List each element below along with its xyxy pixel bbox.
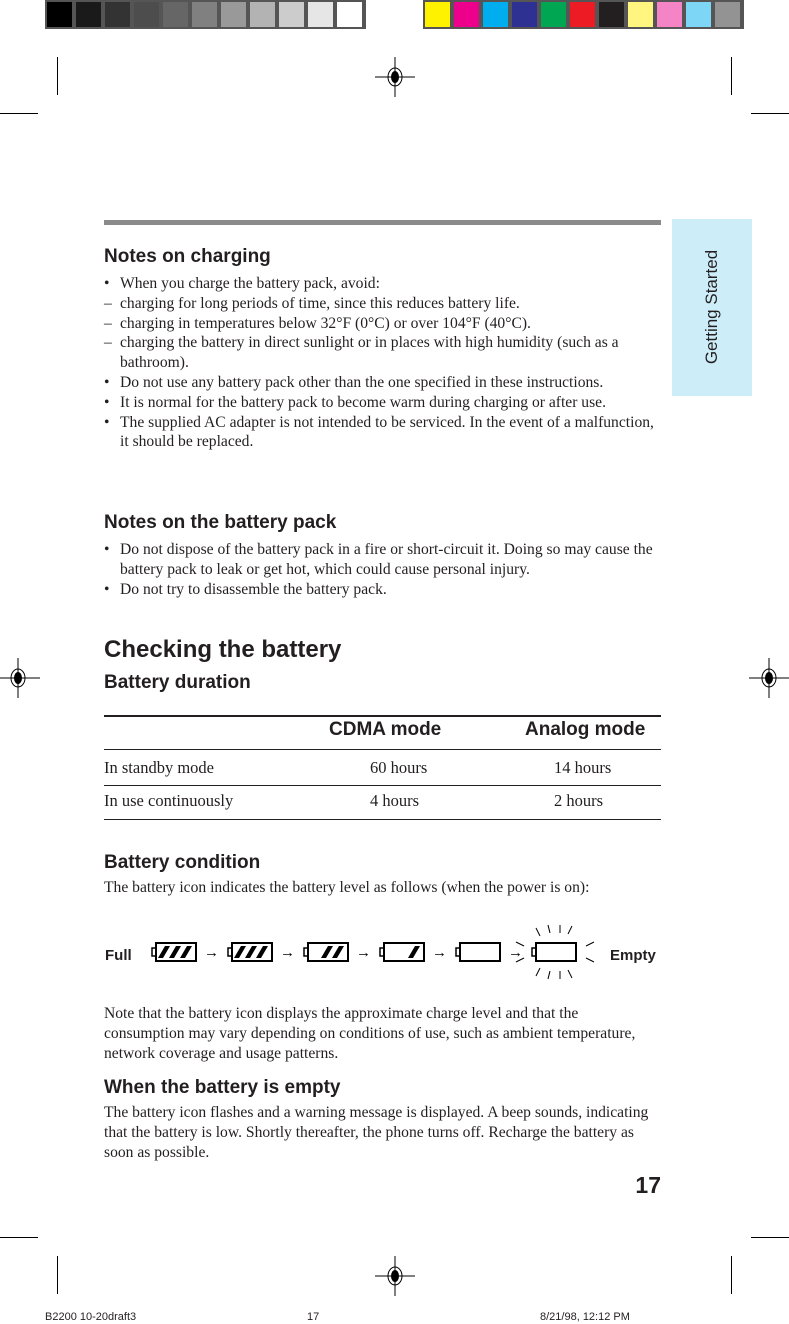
battery-note: Note that the battery icon displays the approximate charge level and that the consumption may vary depending on conditions of use, such as ambient temperature, network coverage and usage patterns. bbox=[104, 1005, 636, 1062]
battery-empty-text: The battery icon flashes and a warning message is displayed. A beep sounds, indicating that the battery is low. Shortly thereafter, the phone turns off. Recharge the battery as soon as possible. bbox=[104, 1104, 649, 1161]
color-swatch bbox=[192, 2, 217, 27]
list-item bbox=[104, 314, 664, 334]
row-label: In use continuously bbox=[104, 791, 234, 810]
header-analog: Analog mode bbox=[525, 719, 646, 740]
color-swatch bbox=[47, 2, 72, 27]
color-swatch bbox=[715, 2, 740, 27]
list-marker: • bbox=[104, 275, 110, 292]
list-item bbox=[104, 393, 664, 413]
list-marker: – bbox=[104, 334, 112, 352]
cdma-value: 60 hours bbox=[370, 758, 428, 777]
color-swatch bbox=[541, 2, 566, 27]
color-swatch bbox=[337, 2, 362, 27]
battery-duration-heading: Battery duration bbox=[104, 672, 251, 693]
full-label: Full bbox=[105, 947, 132, 964]
list-marker: • bbox=[104, 373, 110, 391]
list-marker: • bbox=[104, 580, 110, 598]
battery-condition-heading: Battery condition bbox=[104, 852, 261, 873]
table-rule bbox=[104, 819, 661, 820]
color-swatch bbox=[483, 2, 508, 27]
crop-mark bbox=[0, 113, 38, 114]
arrow-icon: → bbox=[508, 945, 523, 961]
list-text: charging the battery in direct sunlight or in places with high humidity (such as a bathroom). bbox=[120, 334, 619, 372]
list-marker: • bbox=[104, 413, 110, 431]
arrow-icon: → bbox=[432, 945, 447, 961]
color-swatch bbox=[105, 2, 130, 27]
side-tab-label: Getting Started bbox=[702, 249, 721, 365]
list-item bbox=[104, 274, 664, 294]
crop-mark bbox=[0, 1237, 38, 1238]
battery-icon bbox=[228, 943, 272, 961]
color-swatch bbox=[599, 2, 624, 27]
row-label: In standby mode bbox=[104, 758, 214, 777]
list-marker: • bbox=[104, 393, 110, 411]
battery-empty-heading: When the battery is empty bbox=[104, 1077, 341, 1098]
footer-right: 8/21/98, 12:12 PM bbox=[540, 1311, 630, 1323]
table-rule bbox=[104, 749, 661, 750]
color-swatch bbox=[76, 2, 101, 27]
color-swatch bbox=[279, 2, 304, 27]
list-marker: – bbox=[104, 294, 112, 312]
list-item bbox=[104, 333, 664, 373]
registration-mark-icon bbox=[0, 658, 40, 698]
arrow-icon: → bbox=[204, 945, 219, 961]
battery-icon bbox=[380, 943, 424, 961]
crop-mark bbox=[57, 57, 58, 95]
list-text: When you charge the battery pack, avoid: bbox=[120, 275, 380, 292]
notes-charging-heading: Notes on charging bbox=[104, 246, 271, 267]
cdma-value: 4 hours bbox=[370, 791, 420, 810]
color-swatch bbox=[512, 2, 537, 27]
flash-rays-icon bbox=[516, 925, 594, 979]
list-item bbox=[104, 580, 664, 600]
color-swatch bbox=[454, 2, 479, 27]
list-text: Do not dispose of the battery pack in a fire or short-circuit it. Doing so may cause the battery pack to leak or get hot, which could cause personal injury. bbox=[120, 541, 653, 578]
color-swatch bbox=[221, 2, 246, 27]
battery-icon bbox=[304, 943, 348, 961]
list-text: Do not use any battery pack other than the one specified in these instructions. bbox=[120, 373, 604, 391]
notes-battery-list bbox=[104, 540, 664, 599]
battery-icon bbox=[532, 943, 576, 961]
page-number: 17 bbox=[635, 1172, 661, 1198]
battery-icon bbox=[456, 943, 500, 961]
color-swatch bbox=[686, 2, 711, 27]
battery-icon bbox=[152, 943, 196, 961]
list-text: charging for long periods of time, since this reduces battery life. bbox=[120, 294, 520, 312]
color-swatch bbox=[628, 2, 653, 27]
notes-battery-heading: Notes on the battery pack bbox=[104, 512, 337, 533]
table-rule bbox=[104, 715, 661, 717]
list-text: It is normal for the battery pack to become warm during charging or after use. bbox=[120, 393, 606, 411]
gray-color-bar bbox=[45, 0, 366, 29]
list-item bbox=[104, 413, 664, 453]
footer-left: B2200 10-20draft3 bbox=[45, 1311, 137, 1323]
registration-mark-icon bbox=[375, 57, 415, 97]
list-item bbox=[104, 294, 664, 314]
list-item bbox=[104, 373, 664, 393]
color-swatch bbox=[163, 2, 188, 27]
battery-condition-text: The battery icon indicates the battery level as follows (when the power is on): bbox=[104, 879, 590, 896]
crop-mark bbox=[731, 57, 732, 95]
list-text: The supplied AC adapter is not intended to be serviced. In the event of a malfunction, it should be replaced. bbox=[120, 413, 654, 451]
section-title: Checking the battery bbox=[104, 636, 342, 663]
color-swatch bbox=[134, 2, 159, 27]
side-tab bbox=[672, 219, 752, 396]
analog-value: 14 hours bbox=[554, 758, 612, 777]
table-rule bbox=[104, 785, 661, 786]
color-swatch bbox=[657, 2, 682, 27]
list-text: Do not try to disassemble the battery pack. bbox=[120, 580, 387, 598]
crop-mark bbox=[751, 1237, 789, 1238]
footer-center: 17 bbox=[307, 1311, 320, 1323]
analog-value: 2 hours bbox=[554, 791, 604, 810]
arrow-icon: → bbox=[356, 945, 371, 961]
registration-mark-icon bbox=[749, 658, 789, 698]
arrow-icon: → bbox=[280, 945, 295, 961]
notes-charging-list bbox=[104, 274, 664, 452]
header-rule bbox=[104, 220, 661, 225]
color-swatch bbox=[425, 2, 450, 27]
list-item bbox=[104, 540, 664, 580]
header-cdma: CDMA mode bbox=[329, 719, 442, 740]
color-swatch bbox=[570, 2, 595, 27]
color-swatch bbox=[250, 2, 275, 27]
list-text: charging in temperatures below 32°F (0°C) or over 104°F (40°C). bbox=[120, 314, 531, 332]
empty-label: Empty bbox=[610, 947, 656, 964]
list-marker: • bbox=[104, 541, 110, 558]
registration-mark-icon bbox=[375, 1256, 415, 1296]
crop-mark bbox=[57, 1256, 58, 1294]
list-marker: – bbox=[104, 314, 112, 332]
crop-mark bbox=[731, 1256, 732, 1294]
crop-mark bbox=[751, 113, 789, 114]
color-swatch bbox=[308, 2, 333, 27]
color-bar bbox=[423, 0, 744, 29]
battery-level-sequence bbox=[140, 915, 610, 985]
